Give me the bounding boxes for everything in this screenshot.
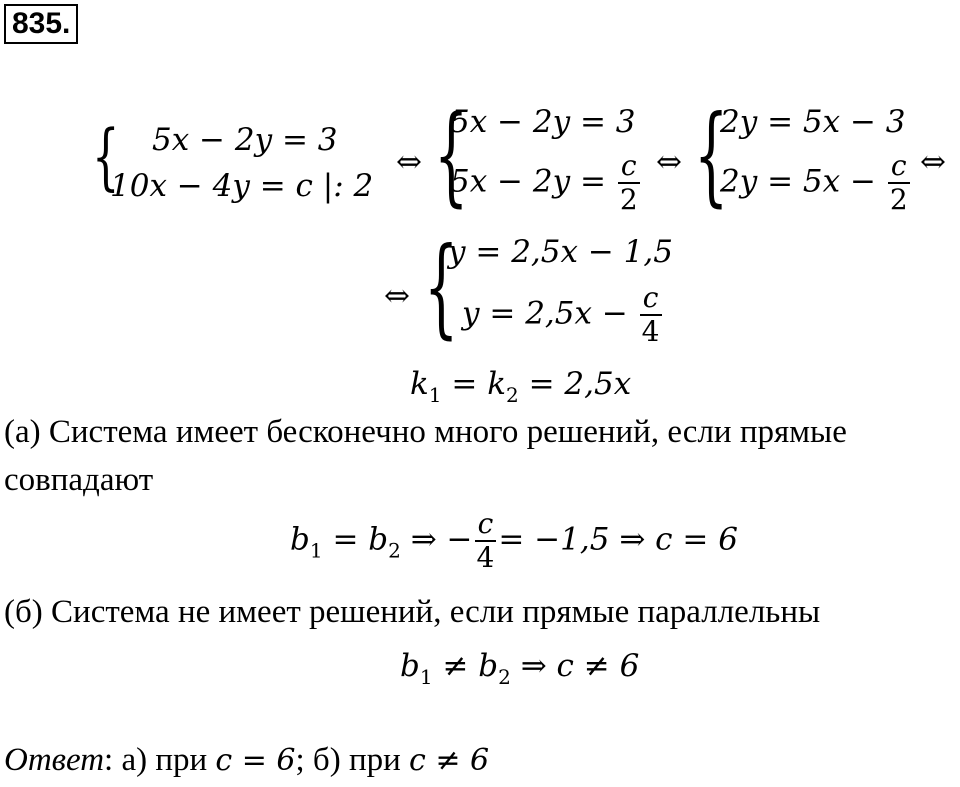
fraction-numerator: c xyxy=(618,150,640,184)
left-brace: { xyxy=(434,93,469,218)
subscript: 2 xyxy=(498,665,511,689)
fraction-denominator: 2 xyxy=(889,183,908,216)
system2-row1: 5x − 2y = 3 xyxy=(450,104,636,140)
part-b-text-line1: (б) Система не имеет решений, если прямые параллельны xyxy=(4,594,821,630)
system3-row2-left: 2y = 5x − xyxy=(720,163,876,200)
left-brace: { xyxy=(92,114,120,198)
fraction-numerator: c xyxy=(888,150,910,184)
system1-row2: 10x − 4y = c |: 2 xyxy=(110,168,374,204)
system3-row1: 2y = 5x − 3 xyxy=(720,104,906,140)
equiv-sign: ⇔ xyxy=(920,144,946,180)
answer-condition-b: c ≠ 6 xyxy=(409,743,490,778)
part-a-text-line2: совпадают xyxy=(4,462,154,498)
not-equals: ≠ xyxy=(432,648,479,684)
fraction-denominator: 2 xyxy=(619,183,638,216)
part-a-equation xyxy=(290,508,738,574)
subscript: 2 xyxy=(388,538,401,563)
subscript: 1 xyxy=(428,383,442,407)
k-symbol: k xyxy=(487,366,507,402)
fraction xyxy=(640,282,662,348)
b-symbol: b xyxy=(400,648,420,684)
slopes-equation xyxy=(410,362,631,417)
answer-text: : а) при xyxy=(104,742,216,778)
subscript: 1 xyxy=(419,665,433,689)
subscript: 1 xyxy=(309,538,323,563)
fraction xyxy=(475,508,497,574)
slope-value: = 2,5x xyxy=(518,366,632,402)
answer-condition-a: c = 6 xyxy=(215,743,296,778)
equiv-sign: ⇔ xyxy=(396,144,422,180)
fraction xyxy=(618,150,640,216)
b-symbol: b xyxy=(290,521,310,558)
problem-number: 835. xyxy=(4,4,78,44)
fraction-denominator: 4 xyxy=(641,315,660,348)
fraction-numerator: c xyxy=(475,508,497,542)
system1-row1: 5x − 2y = 3 xyxy=(152,122,338,158)
system3-row2 xyxy=(720,150,912,216)
answer-label: Ответ xyxy=(4,742,105,778)
b-symbol: b xyxy=(478,648,499,684)
system4-row2 xyxy=(462,282,664,348)
fraction-numerator: c xyxy=(640,282,662,316)
b-symbol: b xyxy=(368,521,389,558)
answer-separator: ; б) при xyxy=(295,742,410,778)
system2-row2-left: 5x − 2y = xyxy=(450,163,606,200)
system2-row2 xyxy=(450,150,642,216)
left-brace: { xyxy=(694,93,729,218)
equiv-sign: ⇔ xyxy=(656,144,682,180)
left-brace: { xyxy=(424,225,459,350)
k-symbol: k xyxy=(410,366,429,402)
part-a-result: = −1,5 ⇒ c = 6 xyxy=(498,521,738,558)
answer-line xyxy=(4,742,489,779)
fraction xyxy=(888,150,910,216)
fraction-denominator: 4 xyxy=(476,541,495,574)
subscript: 2 xyxy=(506,383,519,407)
equals: = xyxy=(441,366,488,402)
equiv-sign: ⇔ xyxy=(384,278,410,314)
system4-row1: y = 2,5x − 1,5 xyxy=(448,234,673,270)
part-b-result: ⇒ c ≠ 6 xyxy=(510,648,640,684)
equals: = xyxy=(322,521,369,558)
system4-row2-left: y = 2,5x − xyxy=(462,295,628,332)
part-a-text-line1: (a) Система имеет бесконечно много решений, если прямые xyxy=(4,414,847,450)
part-b-equation xyxy=(400,644,639,699)
implies-minus: ⇒ − xyxy=(400,521,473,558)
